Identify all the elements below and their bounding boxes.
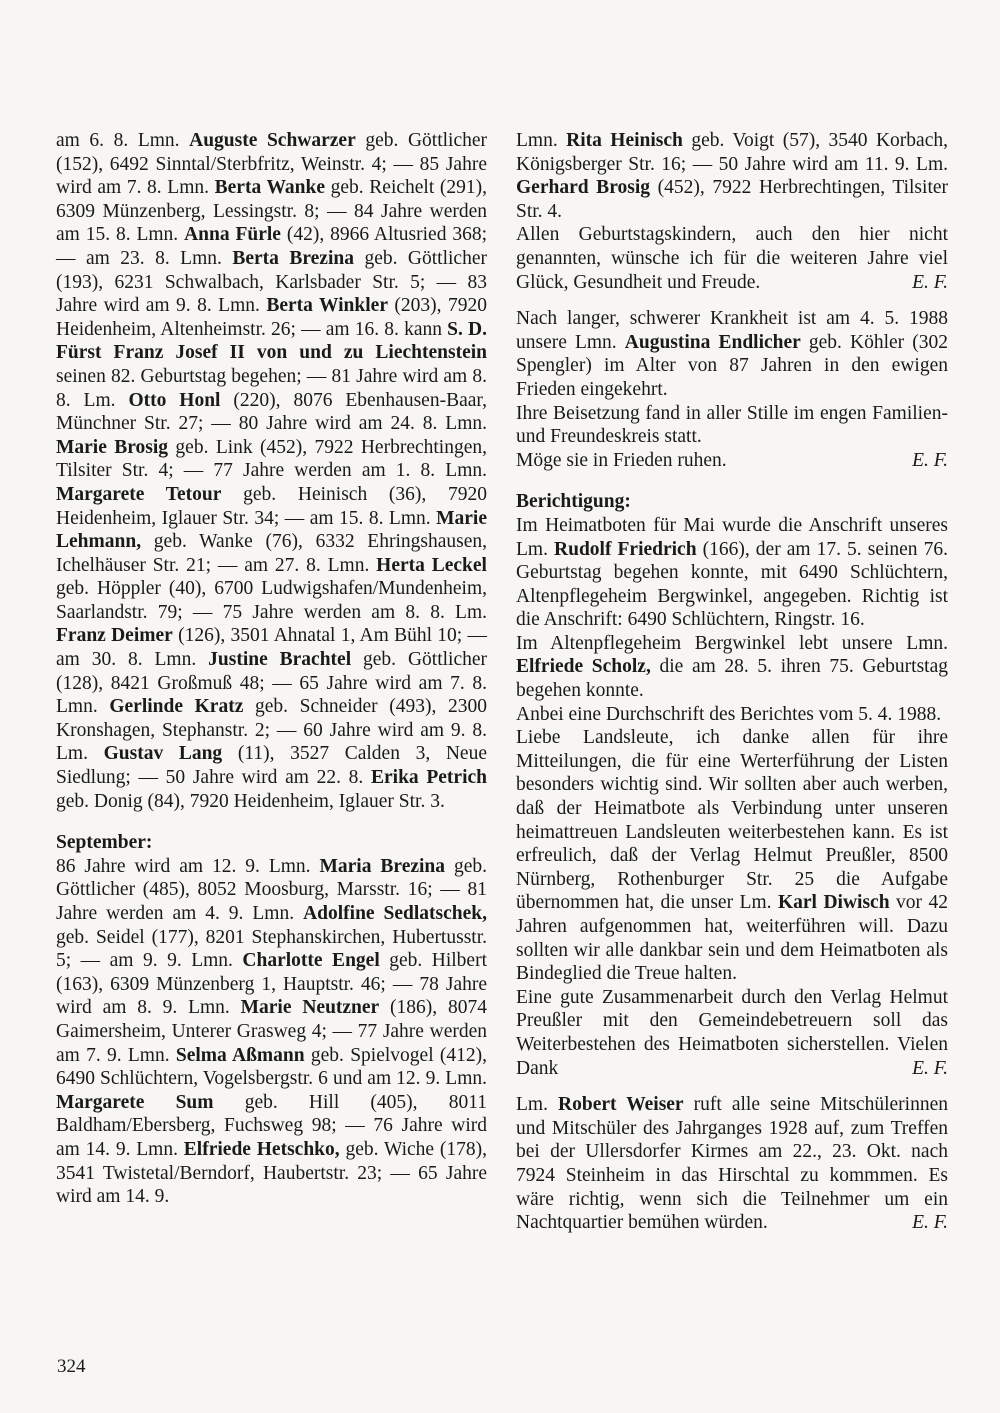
obituary-burial-text: Ihre Beisetzung fand in aller Stille im engen Familien- und Freundeskreis statt. xyxy=(516,402,948,448)
correction-address-text: Im Heimatboten für Mai wurde die Anschrift unseres Lm. Rudolf Friedrich (166), der am 17. 5. seinen 76. Geburtstag begehen konnte, mit 6490 Schlüchtern, Altenpflegeheim Bergwinkel, angegeben. Richtig ist die Anschrift: 6490 Schlüchtern, Ringstr. 16. xyxy=(516,514,948,631)
right-column xyxy=(516,129,948,1235)
signature: E. F. xyxy=(912,271,948,293)
august-birthdays-text: am 6. 8. Lmn. Auguste Schwarzer geb. Göttlicher (152), 6492 Sinntal/Sterbfritz, Weinstr. 4; — 85 Jahre wird am 7. 8. Lmn. Berta Wanke geb. Reichelt (291), 6309 Münzenberg, Lessingstr. 8; — 84 Jahre werden am 15. 8. Lmn. Anna Fürle (42), 8966 Altusried 368; — am 23. 8. Lmn. Berta Brezina geb. Göttlicher (193), 6231 Schwalbach, Karlsbader Str. 5; — 83 Jahre wird am 9. 8. Lmn. Berta Winkler (203), 7920 Heidenheim, Altenheimstr. 26; — am 16. 8. kann S. D. Fürst Franz Josef II von und zu Liechtenstein seinen 82. Geburtstag begehen; — 81 Jahre wird am 8. 8. Lm. Otto Honl (220), 8076 Ebenhausen-Baar, Münchner Str. 27; — 80 Jahre wird am 24. 8. Lmn. Marie Brosig geb. Link (452), 7922 Herbrechtingen, Tilsiter Str. 4; — 77 Jahre werden am 1. 8. Lmn. Margarete Tetour geb. Heinisch (36), 7920 Heidenheim, Iglauer Str. 34; — am 15. 8. Lmn. Marie Lehmann, geb. Wanke (76), 6332 Ehringshausen, Ichelhäuser Str. 21; — am 27. 8. Lmn. Herta Leckel geb. Höppler (40), 6700 Ludwigshafen/Mundenheim, Saarlandstr. 79; — 75 Jahre werden am 8. 8. Lm. Franz Deimer (126), 3501 Ahnatal 1, Am Bühl 10; — am 30. 8. Lmn. Justine Brachtel geb. Göttlicher (128), 8421 Großmuß 48; — 65 Jahre wird am 7. 8. Lmn. Gerlinde Kratz geb. Schneider (493), 2300 Kronshagen, Stephanstr. 2; — 60 Jahre wird am 9. 8. Lm. Gustav Lang (11), 3527 Calden 3, Neue Siedlung; — 50 Jahre wird am 22. 8. Erika Petrich geb. Donig (84), 7920 Heidenheim, Iglauer Str. 3. xyxy=(56,130,488,812)
september-continuation-text: Lmn. Rita Heinisch geb. Voigt (57), 3540 Korbach, Königsberger Str. 16; — 50 Jahre wird am 11. 9. Lm. Gerhard Brosig (452), 7922 Herbrechtingen, Tilsiter Str. 4. xyxy=(516,130,949,222)
september-birthdays-text: 86 Jahre wird am 12. 9. Lmn. Maria Brezina geb. Göttlicher (485), 8052 Moosburg, Marsstr. 16; — 81 Jahre werden am 4. 9. Lmn. Adolfine Sedlatschek, geb. Seidel (177), 8201 Stephanskirchen, Hubertusstr. 5; — am 9. 9. Lmn. Charlotte Engel geb. Hilbert (163), 6309 Münzenberg 1, Hauptstr. 46; — 78 Jahre wird am 8. 9. Lmn. Marie Neutzner (186), 8074 Gaimersheim, Unterer Grasweg 4; — 77 Jahre werden am 7. 9. Lmn. Selma Aßmann geb. Spielvogel (412), 6490 Schlüchtern, Vogelsbergstr. 6 und am 12. 9. Lmn. Margarete Sum geb. Hill (405), 8011 Baldham/Ebersberg, Fuchsweg 98; — 76 Jahre wird am 14. 9. Lmn. Elfriede Hetschko, geb. Wiche (178), 3541 Twistetal/Berndorf, Haubertstr. 23; — 65 Jahre wird am 14. 9. xyxy=(56,855,488,1208)
page-number: 324 xyxy=(57,1356,86,1377)
correction-heading: Berichtigung: xyxy=(516,491,631,513)
left-column xyxy=(56,129,487,1209)
september-heading: September: xyxy=(56,832,153,854)
birthday-wishes-text: Allen Geburtstagskindern, auch den hier nicht genannten, wünsche ich für die weiteren Jahre viel Glück, Gesundheit und Freude. E. F. xyxy=(516,224,948,293)
appeal-text: Liebe Landsleute, ich danke allen für ihre Mitteilungen, die für eine Werterführung der Listen besonders wichtig sind. Wir sollten aber auch werben, daß der Heimatbote als Verbindung unter unseren heimattreuen Landsleuten weiterbestehen kann. Es ist erfreulich, daß der Verlag Helmut Preußler, 8500 Nürnberg, Rothenburger Str. 25 die Aufgabe übernommen hat, die unser Lm. Karl Diwisch vor 42 Jahren aufgenommen hat, weiterführen will. Dazu sollten wir alle dankbar sein und dem Heimatboten als Bindeglied die Treue halten. xyxy=(516,727,948,985)
obituary-text: Nach langer, schwerer Krankheit ist am 4. 5. 1988 unsere Lmn. Augustina Endlicher geb. Köhler (302 Spengler) im Alter von 87 Jahren in den ewigen Frieden eingekehrt. xyxy=(516,308,948,400)
signature: E. F. xyxy=(912,1057,948,1079)
cooperation-text: Eine gute Zusammenarbeit durch den Verlag Helmut Preußler mit den Gemeindebetreuern soll das Weiterbestehen des Heimatboten sicherstellen. Vielen Dank E. F. xyxy=(516,986,948,1079)
signature: E. F. xyxy=(912,1212,948,1234)
signature: E. F. xyxy=(912,449,948,471)
correction-scholz-text: Im Altenpflegeheim Bergwinkel lebt unsere Lmn. Elfriede Scholz, die am 28. 5. ihren 75. Geburtstag begehen konnte. xyxy=(516,632,948,702)
obituary-closing-text: Möge sie in Frieden ruhen. E. F. xyxy=(516,449,948,471)
correction-attachment-text: Anbei eine Durchschrift des Berichtes vom 5. 4. 1988. xyxy=(516,703,942,725)
reunion-text: Lm. Robert Weiser ruft alle seine Mitschülerinnen und Mitschüler des Jahrganges 1928 auf, zum Treffen bei der Ullersdorfer Kirmes am 22., 23. Okt. nach 7924 Steinheim in das Hirschtal zu kommmen. Es wäre richtig, wenn sich die Teilnehmer um ein Nachtquartier bemühen würden. E. F. xyxy=(516,1094,948,1234)
